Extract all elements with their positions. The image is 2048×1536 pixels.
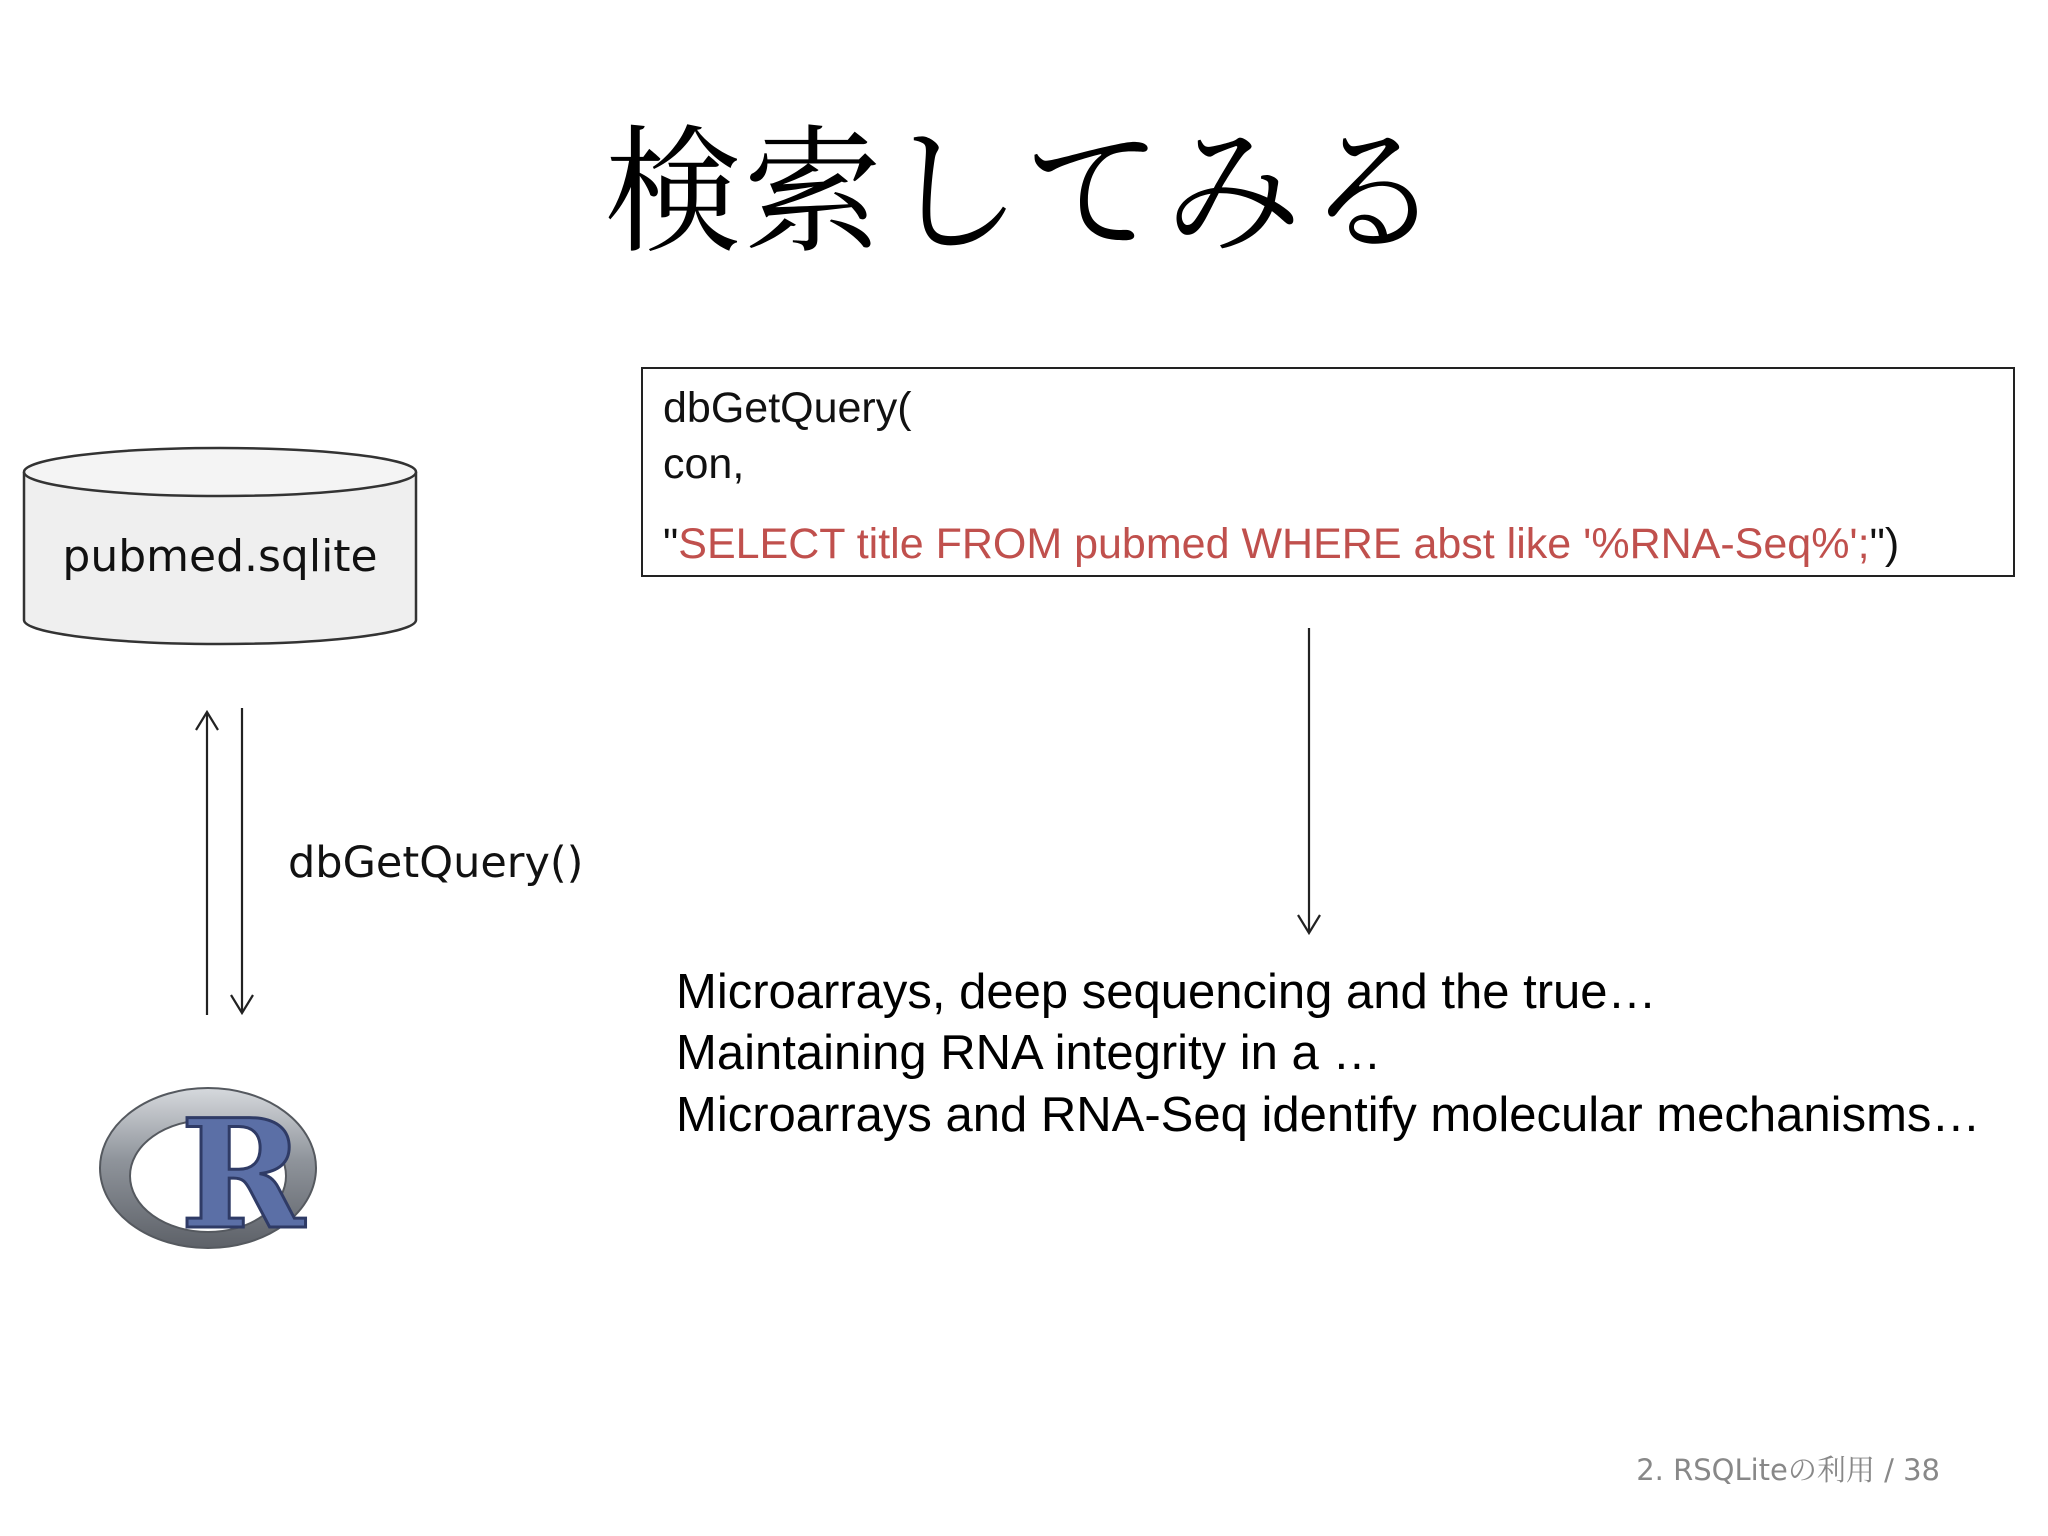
page-footer: 2. RSQLiteの利用 / 38 (1636, 1453, 1940, 1487)
up-arrow-icon (196, 712, 218, 1015)
database-label: pubmed.sqlite (62, 531, 378, 582)
query-code-box (641, 367, 2015, 577)
code-line-sql (663, 519, 1899, 569)
dbgetquery-label: dbGetQuery() (288, 838, 584, 888)
result-arrow-icon (1298, 628, 1320, 933)
r-logo (172, 1087, 312, 1263)
result-item: Maintaining RNA integrity in a … (676, 1026, 1382, 1080)
result-item: Microarrays, deep sequencing and the true… (676, 965, 1657, 1019)
sql-statement: SELECT title FROM pubmed WHERE abst like '%RNA-Seq%'; (678, 520, 1870, 568)
code-line-function: dbGetQuery( (663, 384, 912, 432)
sql-quote-open: " (663, 520, 679, 568)
down-arrow-icon (231, 708, 253, 1013)
r-logo-letter: R (180, 1087, 305, 1263)
result-item: Microarrays and RNA-Seq identify molecular mechanisms… (676, 1088, 1981, 1142)
sql-quote-close: ") (1869, 520, 1900, 568)
slide-title: 検索してみる (603, 112, 1444, 273)
code-line-connection: con, (663, 440, 745, 488)
